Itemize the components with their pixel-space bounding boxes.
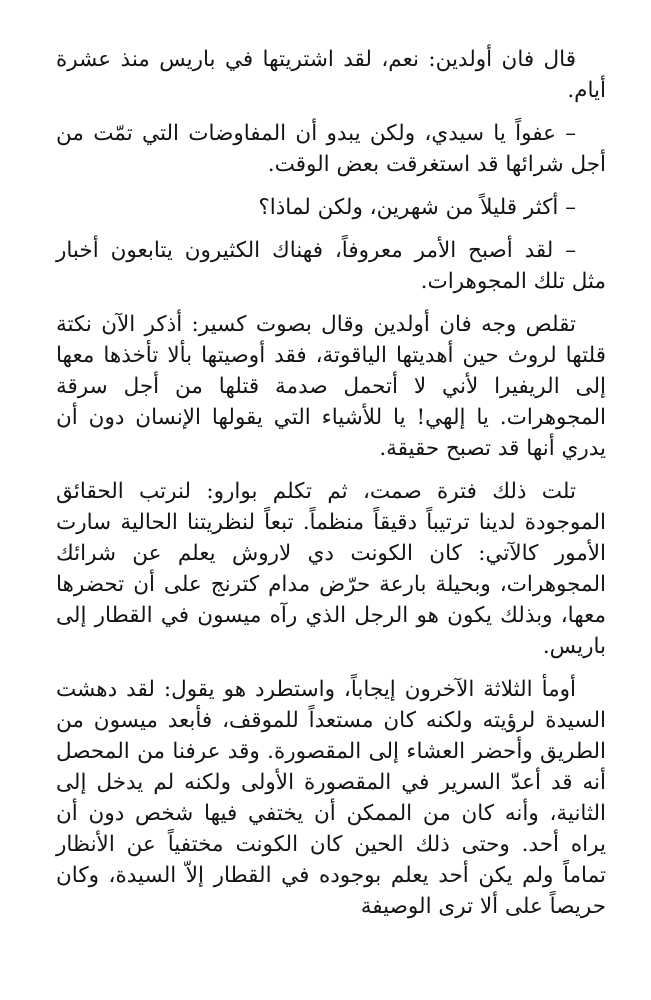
paragraph-3: تلت ذلك فترة صمت، ثم تكلم بوارو: لنرتب الحقائق الموجودة لدينا ترتيباً دقيقاً منظماً. تبعاً لنظريتنا الحالية سارت الأمور كالآتي: كان الكونت دي لاروش يعلم عن شرائك المجوهرات، وبحيلة بارعة حرّض مدام كترنج على أن تحضرها معها، وبذلك يكون هو الرجل الذي رآه ميسون في القطار إلى باريس.: [56, 479, 606, 659]
dialog-line-2: – أكثر قليلاً من شهرين، ولكن لماذا؟: [258, 195, 576, 220]
paragraph-4: أومأ الثلاثة الآخرون إيجاباً، واستطرد هو يقول: لقد دهشت السيدة لرؤيته ولكنه كان مستعداً للموقف، فأبعد ميسون من الطريق وأحضر العشاء إلى المقصورة. وقد عرفنا من المحصل أنه قد أعدّ السرير في المقصورة الأولى ولكنه لم يدخل إلى الثانية، وأنه كان من الممكن أن يختفي فيها شخص دون أن يراه أحد. وحتى ذلك الحين كان الكونت مختفياً عن الأنظار تماماً ولم يكن أحد يعلم بوجوده في القطار إلاّ السيدة، وكان حريصاً على ألا ترى الوصيفة: [56, 677, 606, 919]
dialog-line-1: – عفواً يا سيدي، ولكن يبدو أن المفاوضات التي تمّت من أجل شرائها قد استغرقت بعض الوقت.: [56, 121, 606, 177]
book-page: [56, 44, 606, 934]
paragraph-2: تقلص وجه فان أولدين وقال بصوت كسير: أذكر الآن نكتة قلتها لروث حين أهديتها الياقوتة، فقد أوصيتها بألا تأخذها معها إلى الريفيرا لأني لا أتحمل صدمة قتلها من أجل سرقة المجوهرات. يا إلهي! يا للأشياء التي يقولها الإنسان دون أن يدري أنها قد تصبح حقيقة.: [56, 312, 606, 461]
dialog-line-3: – لقد أصبح الأمر معروفاً، فهناك الكثيرون يتابعون أخبار مثل تلك المجوهرات.: [56, 238, 606, 294]
paragraph-1: قال فان أولدين: نعم، لقد اشتريتها في باريس منذ عشرة أيام.: [56, 47, 606, 103]
